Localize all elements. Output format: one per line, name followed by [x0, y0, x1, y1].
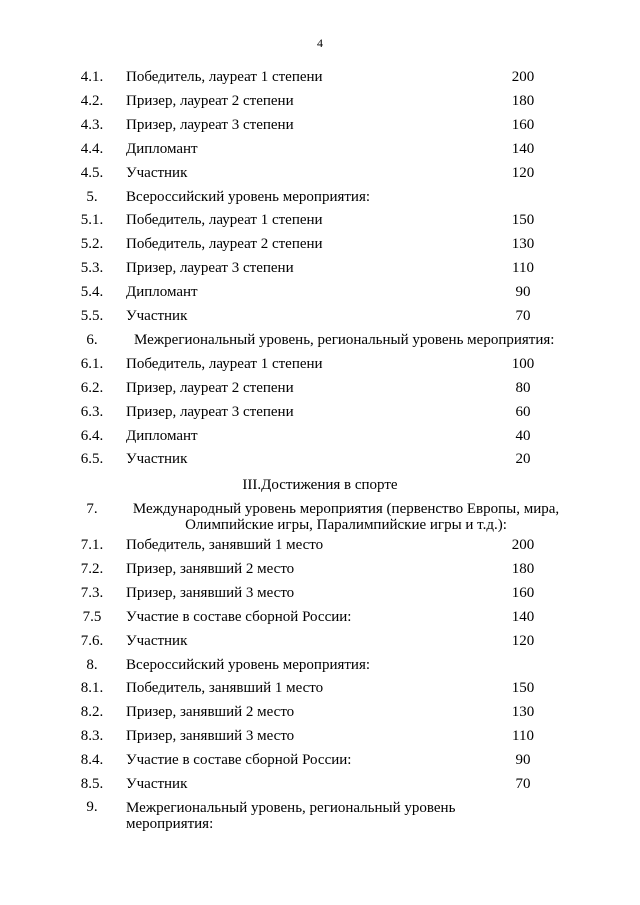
list-item	[0, 138, 640, 160]
list-item	[0, 558, 640, 580]
item-points: 110	[512, 728, 534, 745]
item-points: 150	[511, 212, 535, 229]
item-points: 200	[511, 69, 535, 85]
item-number: 8.	[86, 656, 98, 673]
item-points: 70	[515, 308, 531, 324]
item-label: Победитель, лауреат 1 степени	[126, 355, 323, 372]
list-item	[0, 329, 640, 351]
item-points: 80	[515, 379, 531, 396]
item-label: Всероссийский уровень мероприятия:	[126, 188, 371, 205]
item-number: 8.1.	[80, 680, 104, 697]
item-points: 140	[511, 608, 535, 625]
list-item	[0, 630, 640, 652]
item-label: Призер, лауреат 3 степени	[126, 403, 294, 420]
item-number: 8.5.	[80, 776, 104, 792]
list-item	[0, 606, 640, 628]
item-label: Призер, лауреат 2 степени	[126, 379, 294, 396]
item-label: Призер, занявший 3 место	[126, 584, 295, 601]
item-number: 7.1.	[80, 537, 104, 553]
list-item	[0, 281, 640, 303]
item-points: 180	[511, 560, 535, 577]
list-item	[0, 186, 640, 208]
list-item	[0, 749, 640, 771]
list-item	[0, 305, 640, 327]
list-item	[0, 257, 640, 279]
item-label: Призер, лауреат 3 степени	[126, 260, 294, 277]
item-label: Победитель, лауреат 2 степени	[126, 236, 323, 253]
item-number: 4.5.	[80, 164, 104, 181]
item-label: Призер, занявший 2 место	[126, 560, 295, 577]
item-points: 100	[511, 355, 535, 372]
list-item	[0, 162, 640, 184]
item-points: 130	[511, 236, 535, 253]
item-label: Участник	[126, 632, 188, 649]
item-label: Участник	[126, 451, 188, 468]
item-label: Победитель, лауреат 1 степени	[126, 212, 323, 229]
list-item	[0, 701, 640, 723]
item-number: 8.2.	[80, 704, 104, 721]
list-item	[0, 534, 640, 556]
item-number: 4.2.	[80, 92, 104, 109]
item-points: 160	[511, 116, 535, 133]
item-number: 5.	[86, 188, 98, 205]
item-points: 180	[511, 92, 535, 109]
section-heading: III.Достижения в спорте	[242, 477, 398, 493]
item-label: Международный уровень мероприятия (первенство Европы, мира, Олимпийские игры, Паралимпийские игры и т.д.):	[132, 501, 560, 533]
item-number: 7.6.	[80, 632, 104, 649]
item-number: 6.2.	[80, 379, 104, 396]
item-label: Всероссийский уровень мероприятия:	[126, 656, 371, 673]
item-number: 7.	[86, 501, 98, 517]
item-points: 120	[511, 164, 535, 181]
item-number: 5.5.	[80, 308, 104, 324]
page-number: 4	[317, 36, 323, 50]
item-points: 90	[515, 284, 531, 301]
item-points: 110	[512, 260, 534, 277]
item-label: Призер, занявший 3 место	[126, 728, 295, 745]
item-number: 6.1.	[80, 355, 104, 372]
list-item	[0, 582, 640, 604]
item-label: Дипломант	[126, 284, 198, 301]
item-label: Победитель, лауреат 1 степени	[126, 69, 323, 85]
item-points: 160	[511, 584, 535, 601]
list-item	[0, 425, 640, 447]
list-item	[0, 773, 640, 795]
item-number: 5.2.	[80, 236, 104, 253]
item-number: 4.3.	[80, 116, 104, 133]
item-number: 6.4.	[80, 427, 104, 444]
list-item	[0, 654, 640, 676]
item-label: Призер, лауреат 2 степени	[126, 92, 294, 109]
item-points: 200	[511, 537, 535, 553]
list-item	[0, 66, 640, 88]
item-label: Участие в составе сборной России:	[126, 608, 352, 625]
list-item	[0, 377, 640, 399]
item-label: Победитель, занявший 1 место	[126, 680, 324, 697]
item-label: Дипломант	[126, 427, 198, 444]
item-number: 8.3.	[80, 728, 104, 745]
item-points: 150	[511, 680, 535, 697]
item-label: Участник	[126, 776, 188, 792]
item-points: 20	[515, 451, 531, 468]
item-label: Победитель, занявший 1 место	[126, 537, 324, 553]
list-item	[0, 90, 640, 112]
item-number: 9.	[86, 799, 98, 815]
item-label: Призер, занявший 2 место	[126, 704, 295, 721]
item-number: 6.5.	[80, 451, 104, 468]
list-item	[0, 353, 640, 375]
item-number: 5.1.	[80, 212, 104, 229]
list-item	[0, 725, 640, 747]
list-item	[0, 233, 640, 255]
item-label: Межрегиональный уровень, региональный уровень мероприятия:	[134, 331, 555, 348]
item-number: 8.4.	[80, 752, 104, 769]
item-number: 7.5	[82, 608, 102, 625]
item-label: Участник	[126, 164, 188, 181]
item-number: 5.3.	[80, 260, 104, 277]
list-item	[0, 448, 640, 470]
item-number: 7.3.	[80, 584, 104, 601]
item-label: Участник	[126, 308, 188, 324]
item-points: 120	[511, 632, 535, 649]
item-label: Участие в составе сборной России:	[126, 752, 352, 769]
item-points: 60	[515, 403, 531, 420]
list-item	[0, 401, 640, 423]
item-label: Межрегиональный уровень, региональный уровень мероприятия:	[126, 800, 456, 832]
item-number: 5.4.	[80, 284, 104, 301]
item-label: Призер, лауреат 3 степени	[126, 116, 294, 133]
item-number: 6.	[86, 331, 98, 348]
item-points: 140	[511, 140, 535, 157]
list-item	[0, 677, 640, 699]
item-number: 4.4.	[80, 140, 104, 157]
list-item	[0, 209, 640, 231]
item-points: 90	[515, 752, 531, 769]
item-points: 130	[511, 704, 535, 721]
item-label: Дипломант	[126, 140, 198, 157]
list-item	[0, 114, 640, 136]
item-number: 7.2.	[80, 560, 104, 577]
item-points: 40	[515, 427, 531, 444]
item-points: 70	[515, 776, 531, 792]
item-number: 4.1.	[80, 69, 104, 85]
item-number: 6.3.	[80, 403, 104, 420]
